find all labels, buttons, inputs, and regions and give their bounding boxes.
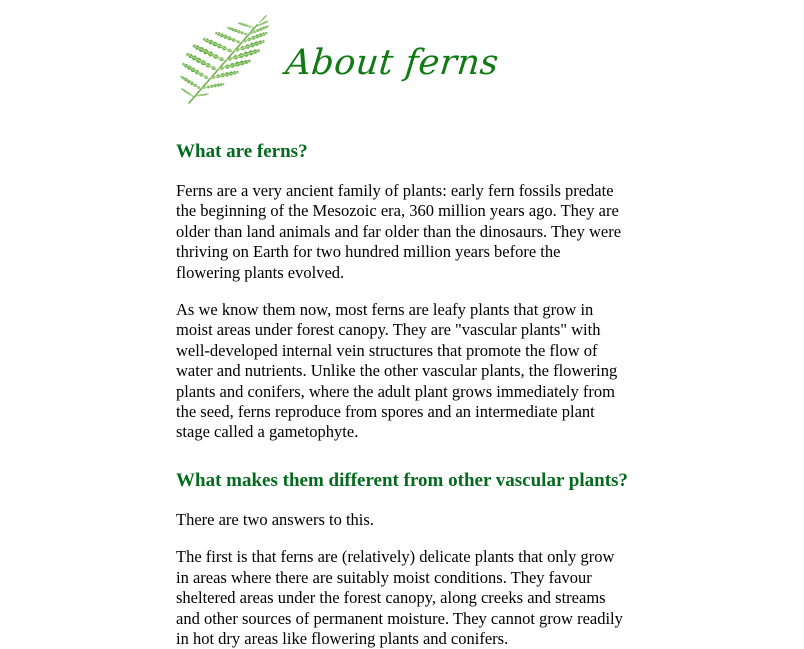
paragraph: Ferns are a very ancient family of plants: early fern fossils predate the beginning of the Mesozoic era, 360 million years ago. They are older than land animals and far older than the dinosaurs. They were thriving on Earth for two hundred million years before the flowering plants evolved.: [176, 181, 622, 282]
paragraph: The first is that ferns are (relatively) delicate plants that only grow in areas where there are suitably moist conditions. They favour sheltered areas under the forest canopy, along creeks and streams and other sources of permanent moisture. They cannot grow readily in hot dry areas like flowering plants and conifers.: [176, 547, 623, 648]
article-content: [176, 130, 628, 649]
section-heading-what-are-ferns: What are ferns?: [176, 141, 308, 162]
section-heading-what-makes-them-different: What makes them different from other vascular plants?: [176, 469, 628, 491]
paragraph: There are two answers to this.: [176, 509, 374, 529]
paragraph: As we know them now, most ferns are leafy plants that grow in moist areas under forest canopy. They are "vascular plants" with well-developed internal vein structures that promote the flow of water and nutrients. Unlike the other vascular plants, the flowering plants and conifers, where the adult plant grows immediately from the seed, ferns reproduce from spores and an intermediate plant stage called a gametophyte.: [176, 300, 618, 442]
site-title: About ferns: [283, 43, 501, 83]
fern-frond-icon: [176, 11, 276, 111]
masthead: [176, 8, 796, 113]
